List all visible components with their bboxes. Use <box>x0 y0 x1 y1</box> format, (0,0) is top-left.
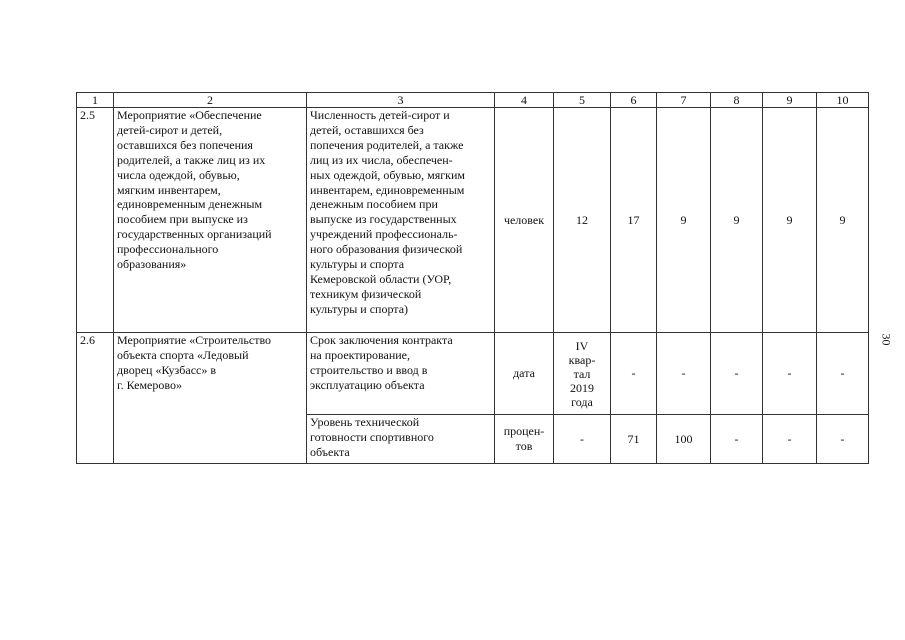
value-cell: - <box>711 333 763 415</box>
value-cell: 17 <box>611 108 657 333</box>
header-cell: 3 <box>307 93 495 108</box>
table-row <box>77 333 869 415</box>
header-cell: 4 <box>495 93 554 108</box>
row-number: 2.6 <box>77 333 114 464</box>
value-cell: - <box>763 333 817 415</box>
value-cell: - <box>657 333 711 415</box>
value-cell: - <box>554 415 611 464</box>
header-cell: 1 <box>77 93 114 108</box>
value-cell: 12 <box>554 108 611 333</box>
value-cell: 71 <box>611 415 657 464</box>
indicator-name: Срок заключения контракта на проектирование, строительство и ввод в эксплуатацию объекта <box>307 333 495 415</box>
unit: человек <box>495 108 554 333</box>
value-cell: 100 <box>657 415 711 464</box>
value-cell: - <box>763 415 817 464</box>
row-number: 2.5 <box>77 108 114 333</box>
header-cell: 2 <box>114 93 307 108</box>
indicator-name: Уровень технической готовности спортивного объекта <box>307 415 495 464</box>
indicators-table <box>76 92 869 464</box>
header-cell: 6 <box>611 93 657 108</box>
header-cell: 7 <box>657 93 711 108</box>
header-cell: 8 <box>711 93 763 108</box>
value-cell: IV квар- тал 2019 года <box>554 333 611 415</box>
page-number: 30 <box>879 333 894 346</box>
value-cell: - <box>817 415 869 464</box>
value-cell: 9 <box>763 108 817 333</box>
value-cell: - <box>611 333 657 415</box>
header-cell: 5 <box>554 93 611 108</box>
value-cell: - <box>817 333 869 415</box>
indicator-name: Численность детей-сирот и детей, оставшихся без попечения родителей, а также лиц из их числа, обеспечен- ных одеждой, обувью, мягким инвентарем, единовременным денежным пособием при выпуске из государственных учреждений профессиональ- ного образования физической культуры и спорта Кемеровской области (УОР, техникум физической культуры и спорта) <box>307 108 495 333</box>
unit: процен- тов <box>495 415 554 464</box>
header-cell: 9 <box>763 93 817 108</box>
value-cell: - <box>711 415 763 464</box>
table-row <box>77 108 869 333</box>
value-cell: 9 <box>817 108 869 333</box>
value-cell: 9 <box>711 108 763 333</box>
unit: дата <box>495 333 554 415</box>
value-cell: 9 <box>657 108 711 333</box>
header-cell: 10 <box>817 93 869 108</box>
event-name: Мероприятие «Обеспечение детей-сирот и детей, оставшихся без попечения родителей, а также лиц из их числа одеждой, обувью, мягким инвентарем, единовременным денежным пособием при выпуске из государственных организаций профессионального образования» <box>114 108 307 333</box>
event-name: Мероприятие «Строительство объекта спорта «Ледовый дворец «Кузбасс» в г. Кемерово» <box>114 333 307 464</box>
header-row <box>77 93 869 108</box>
